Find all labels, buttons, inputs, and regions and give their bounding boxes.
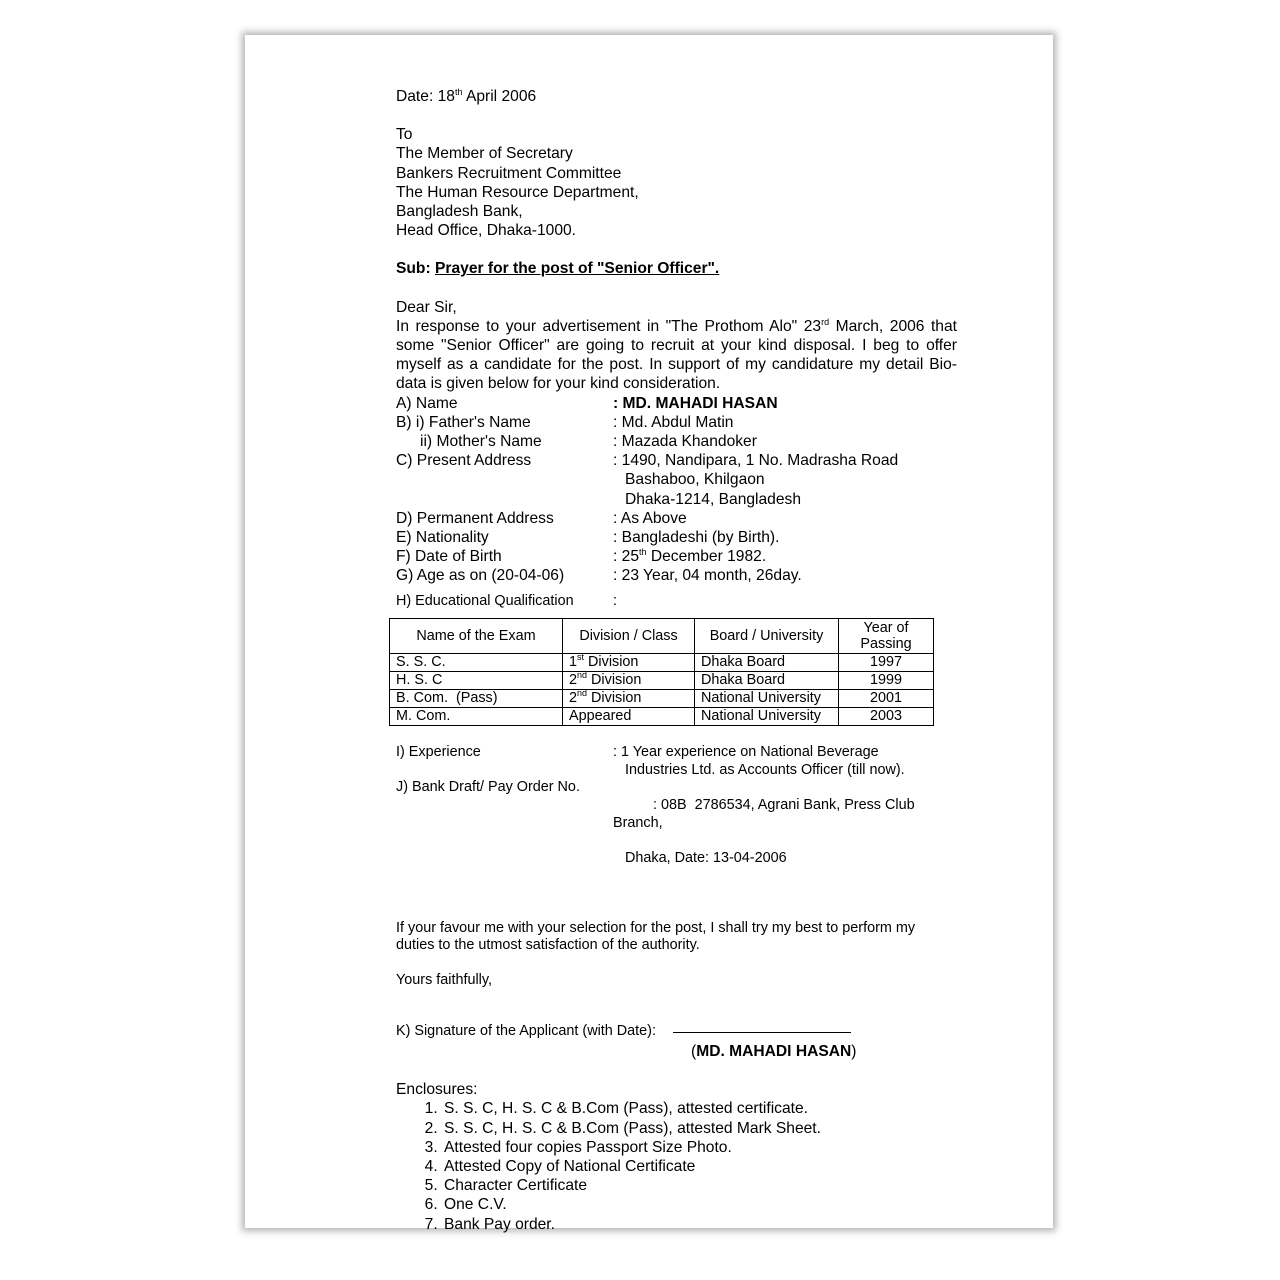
recipient-address <box>396 125 957 240</box>
field-permanent-address: D) Permanent Address : As Above <box>396 509 687 527</box>
salutation: Dear Sir, <box>396 298 457 316</box>
closing-phrase: Yours faithfully, <box>396 971 492 988</box>
table-header-row <box>390 619 934 654</box>
enclosures-list <box>396 1099 957 1233</box>
column-header: Board / University <box>695 619 839 654</box>
enclosures <box>396 1080 957 1234</box>
table-row: S. S. C. 1st Division Dhaka Board 1997 <box>390 654 934 672</box>
table-row: B. Com. (Pass) 2nd Division National University 2001 <box>390 690 934 708</box>
letter-body <box>396 87 957 1234</box>
intro-paragraph: In response to your advertisement in "The Prothom Alo" 23rd March, 2006 that some "Senior Officer" are going to recruit at your kind disposal. I beg to offer myself as a candidate for the post. In support of my candidature my detail Bio-data is given below for your kind consideration. <box>396 316 957 393</box>
list-item: 3. Attested four copies Passport Size Photo. <box>442 1138 957 1157</box>
recipient-line: To <box>396 126 413 144</box>
recipient-line: The Member of Secretary <box>396 145 573 163</box>
signature-row <box>396 1023 957 1041</box>
letter-date: Date: 18th April 2006 <box>396 87 537 105</box>
list-item: 5. Character Certificate <box>442 1176 957 1195</box>
closing-paragraph: If your favour me with your selection for the post, I shall try my best to perform my duties to the utmost satisfaction of the authority. <box>396 919 916 954</box>
signature-line <box>673 1032 851 1033</box>
signature-name: (MD. MAHADI HASAN) <box>691 1042 857 1060</box>
table-row: M. Com. Appeared National University 2003 <box>390 708 934 726</box>
field-experience: I) Experience : 1 Year experience on National Beverage Industries Ltd. as Accounts Officer (till now). <box>396 744 905 778</box>
field-education: H) Educational Qualification : <box>396 592 617 609</box>
list-item: 4. Attested Copy of National Certificate <box>442 1157 957 1176</box>
enclosures-title: Enclosures: <box>396 1081 478 1099</box>
recipient-line: Bangladesh Bank, <box>396 203 523 221</box>
field-name: A) Name : MD. MAHADI HASAN <box>396 394 778 412</box>
document-page <box>245 35 1053 1233</box>
field-mother: ii) Mother's Name : Mazada Khandoker <box>420 433 757 451</box>
column-header: Year of Passing <box>839 619 934 654</box>
recipient-line: Bankers Recruitment Committee <box>396 164 622 182</box>
recipient-line: Head Office, Dhaka-1000. <box>396 222 577 240</box>
recipient-line: The Human Resource Department, <box>396 183 639 201</box>
field-present-address: C) Present Address : 1490, Nandipara, 1 No. Madrasha Road Bashaboo, Khilgaon Dhaka-1214, Bangladesh <box>396 452 899 508</box>
additional-info <box>396 744 957 1041</box>
list-item: 7. Bank Pay order. <box>442 1215 957 1234</box>
subject-line: Sub: Prayer for the post of "Senior Officer". <box>396 260 720 278</box>
list-item: 2. S. S. C, H. S. C & B.Com (Pass), attested Mark Sheet. <box>442 1119 957 1138</box>
education-table <box>389 618 934 726</box>
column-header: Division / Class <box>563 619 695 654</box>
field-bank-draft: J) Bank Draft/ Pay Order No. : 08B 2786534, Agrani Bank, Press Club Branch, Dhaka, Date: 13-04-2006 <box>396 779 919 866</box>
field-date-of-birth: F) Date of Birth : 25th December 1982. <box>396 547 767 566</box>
field-father: B) i) Father's Name : Md. Abdul Matin <box>396 413 734 431</box>
column-header: Name of the Exam <box>390 619 563 654</box>
list-item: 6. One C.V. <box>442 1195 957 1214</box>
signature-label: K) Signature of the Applicant (with Date): <box>396 1023 656 1040</box>
table-row: H. S. C 2nd Division Dhaka Board 1999 <box>390 672 934 690</box>
biodata <box>396 394 957 611</box>
list-item: 1. S. S. C, H. S. C & B.Com (Pass), attested certificate. <box>442 1099 957 1118</box>
field-age: G) Age as on (20-04-06) : 23 Year, 04 month, 26day. <box>396 567 802 585</box>
field-nationality: E) Nationality : Bangladeshi (by Birth). <box>396 529 780 547</box>
